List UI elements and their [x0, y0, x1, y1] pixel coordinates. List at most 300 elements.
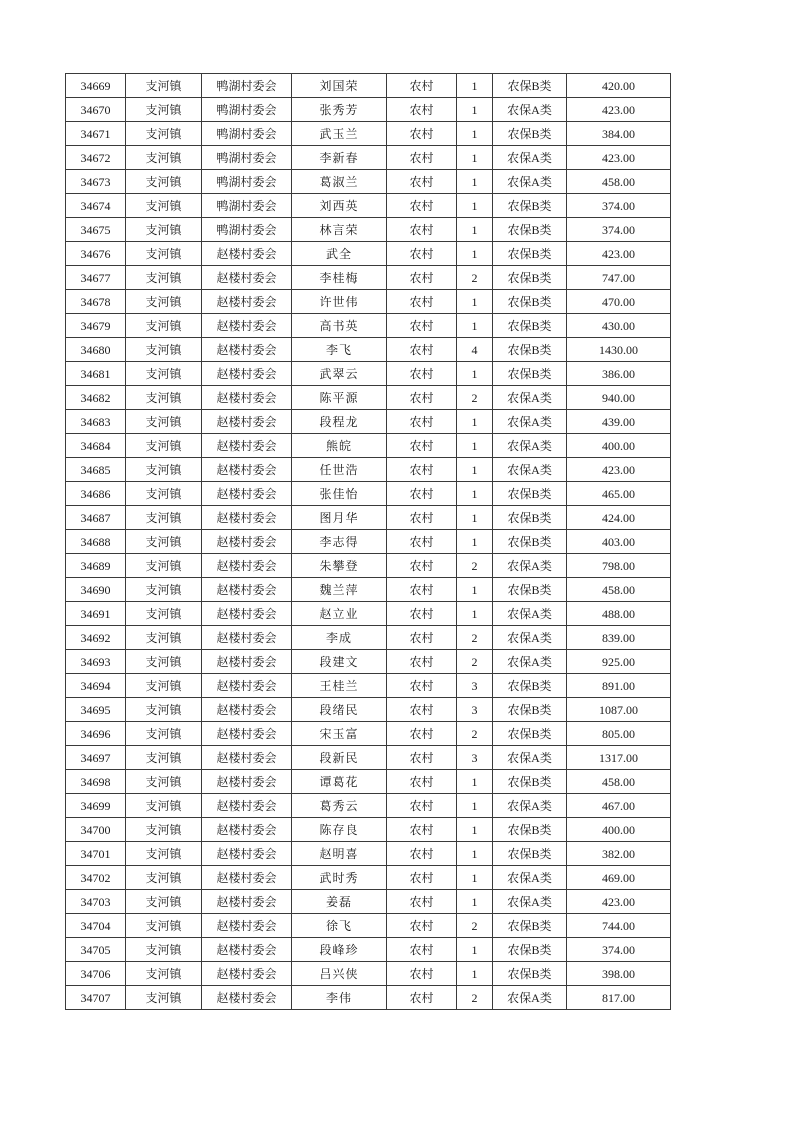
cell-count: 2 — [457, 650, 493, 674]
cell-record-id: 34681 — [66, 362, 126, 386]
cell-insurance-category: 农保B类 — [493, 218, 567, 242]
cell-amount: 403.00 — [567, 530, 671, 554]
cell-residence-type: 农村 — [387, 98, 457, 122]
cell-insurance-category: 农保B类 — [493, 962, 567, 986]
cell-amount: 374.00 — [567, 218, 671, 242]
cell-village-committee: 赵楼村委会 — [202, 266, 292, 290]
cell-residence-type: 农村 — [387, 938, 457, 962]
cell-village-committee: 赵楼村委会 — [202, 530, 292, 554]
cell-residence-type: 农村 — [387, 650, 457, 674]
cell-count: 2 — [457, 986, 493, 1010]
cell-town: 支河镇 — [126, 794, 202, 818]
cell-village-committee: 鸭湖村委会 — [202, 218, 292, 242]
cell-village-committee: 赵楼村委会 — [202, 722, 292, 746]
cell-record-id: 34686 — [66, 482, 126, 506]
cell-residence-type: 农村 — [387, 266, 457, 290]
cell-village-committee: 赵楼村委会 — [202, 794, 292, 818]
cell-town: 支河镇 — [126, 362, 202, 386]
cell-record-id: 34679 — [66, 314, 126, 338]
cell-amount: 747.00 — [567, 266, 671, 290]
cell-town: 支河镇 — [126, 242, 202, 266]
cell-town: 支河镇 — [126, 962, 202, 986]
cell-town: 支河镇 — [126, 146, 202, 170]
cell-village-committee: 赵楼村委会 — [202, 602, 292, 626]
cell-amount: 374.00 — [567, 194, 671, 218]
cell-town: 支河镇 — [126, 938, 202, 962]
cell-person-name: 魏兰萍 — [292, 578, 387, 602]
cell-person-name: 陈存良 — [292, 818, 387, 842]
table-row — [66, 986, 671, 1010]
cell-town: 支河镇 — [126, 506, 202, 530]
cell-insurance-category: 农保B类 — [493, 482, 567, 506]
cell-town: 支河镇 — [126, 650, 202, 674]
cell-town: 支河镇 — [126, 458, 202, 482]
cell-amount: 458.00 — [567, 170, 671, 194]
cell-residence-type: 农村 — [387, 386, 457, 410]
cell-count: 1 — [457, 506, 493, 530]
cell-amount: 469.00 — [567, 866, 671, 890]
cell-residence-type: 农村 — [387, 194, 457, 218]
cell-town: 支河镇 — [126, 674, 202, 698]
cell-village-committee: 赵楼村委会 — [202, 410, 292, 434]
cell-count: 1 — [457, 842, 493, 866]
cell-residence-type: 农村 — [387, 890, 457, 914]
cell-count: 2 — [457, 914, 493, 938]
cell-person-name: 武玉兰 — [292, 122, 387, 146]
cell-amount: 420.00 — [567, 74, 671, 98]
cell-person-name: 段新民 — [292, 746, 387, 770]
table-row — [66, 386, 671, 410]
table-row — [66, 698, 671, 722]
cell-count: 1 — [457, 410, 493, 434]
cell-amount: 470.00 — [567, 290, 671, 314]
cell-record-id: 34682 — [66, 386, 126, 410]
cell-amount: 398.00 — [567, 962, 671, 986]
cell-person-name: 张佳怡 — [292, 482, 387, 506]
cell-record-id: 34692 — [66, 626, 126, 650]
table-row — [66, 674, 671, 698]
cell-record-id: 34695 — [66, 698, 126, 722]
cell-town: 支河镇 — [126, 314, 202, 338]
cell-residence-type: 农村 — [387, 362, 457, 386]
cell-residence-type: 农村 — [387, 722, 457, 746]
cell-insurance-category: 农保A类 — [493, 554, 567, 578]
cell-count: 2 — [457, 554, 493, 578]
cell-count: 1 — [457, 578, 493, 602]
cell-town: 支河镇 — [126, 914, 202, 938]
cell-town: 支河镇 — [126, 530, 202, 554]
records-table-body — [66, 74, 671, 1010]
cell-village-committee: 赵楼村委会 — [202, 962, 292, 986]
cell-record-id: 34689 — [66, 554, 126, 578]
cell-town: 支河镇 — [126, 338, 202, 362]
cell-amount: 798.00 — [567, 554, 671, 578]
cell-town: 支河镇 — [126, 122, 202, 146]
cell-residence-type: 农村 — [387, 986, 457, 1010]
cell-residence-type: 农村 — [387, 218, 457, 242]
table-row — [66, 170, 671, 194]
cell-person-name: 刘国荣 — [292, 74, 387, 98]
cell-village-committee: 鸭湖村委会 — [202, 98, 292, 122]
cell-residence-type: 农村 — [387, 146, 457, 170]
cell-insurance-category: 农保A类 — [493, 626, 567, 650]
table-row — [66, 194, 671, 218]
cell-record-id: 34700 — [66, 818, 126, 842]
cell-count: 1 — [457, 146, 493, 170]
cell-amount: 744.00 — [567, 914, 671, 938]
cell-town: 支河镇 — [126, 986, 202, 1010]
cell-count: 1 — [457, 242, 493, 266]
cell-record-id: 34687 — [66, 506, 126, 530]
cell-residence-type: 农村 — [387, 794, 457, 818]
cell-amount: 423.00 — [567, 242, 671, 266]
cell-insurance-category: 农保B类 — [493, 578, 567, 602]
table-row — [66, 146, 671, 170]
cell-residence-type: 农村 — [387, 434, 457, 458]
table-row — [66, 290, 671, 314]
cell-village-committee: 赵楼村委会 — [202, 650, 292, 674]
cell-person-name: 李伟 — [292, 986, 387, 1010]
cell-count: 3 — [457, 674, 493, 698]
cell-count: 1 — [457, 362, 493, 386]
cell-amount: 467.00 — [567, 794, 671, 818]
cell-count: 1 — [457, 770, 493, 794]
table-row — [66, 914, 671, 938]
cell-amount: 1087.00 — [567, 698, 671, 722]
cell-count: 1 — [457, 434, 493, 458]
cell-count: 3 — [457, 746, 493, 770]
cell-insurance-category: 农保A类 — [493, 746, 567, 770]
cell-town: 支河镇 — [126, 554, 202, 578]
cell-record-id: 34673 — [66, 170, 126, 194]
cell-village-committee: 赵楼村委会 — [202, 482, 292, 506]
cell-residence-type: 农村 — [387, 746, 457, 770]
table-row — [66, 458, 671, 482]
cell-amount: 1430.00 — [567, 338, 671, 362]
cell-village-committee: 鸭湖村委会 — [202, 74, 292, 98]
cell-village-committee: 赵楼村委会 — [202, 770, 292, 794]
cell-insurance-category: 农保B类 — [493, 674, 567, 698]
cell-person-name: 谭葛花 — [292, 770, 387, 794]
table-row — [66, 530, 671, 554]
cell-town: 支河镇 — [126, 842, 202, 866]
cell-amount: 423.00 — [567, 890, 671, 914]
cell-insurance-category: 农保B类 — [493, 194, 567, 218]
cell-record-id: 34680 — [66, 338, 126, 362]
table-row — [66, 314, 671, 338]
cell-record-id: 34669 — [66, 74, 126, 98]
cell-residence-type: 农村 — [387, 626, 457, 650]
cell-person-name: 高书英 — [292, 314, 387, 338]
cell-insurance-category: 农保B类 — [493, 938, 567, 962]
cell-person-name: 武翠云 — [292, 362, 387, 386]
cell-person-name: 葛淑兰 — [292, 170, 387, 194]
cell-town: 支河镇 — [126, 98, 202, 122]
cell-village-committee: 赵楼村委会 — [202, 746, 292, 770]
table-row — [66, 266, 671, 290]
cell-person-name: 吕兴侠 — [292, 962, 387, 986]
cell-residence-type: 农村 — [387, 314, 457, 338]
cell-person-name: 李成 — [292, 626, 387, 650]
table-row — [66, 818, 671, 842]
cell-insurance-category: 农保B类 — [493, 74, 567, 98]
cell-count: 1 — [457, 98, 493, 122]
cell-record-id: 34701 — [66, 842, 126, 866]
cell-person-name: 许世伟 — [292, 290, 387, 314]
cell-amount: 940.00 — [567, 386, 671, 410]
table-row — [66, 746, 671, 770]
cell-insurance-category: 农保A类 — [493, 170, 567, 194]
cell-amount: 891.00 — [567, 674, 671, 698]
cell-person-name: 段建文 — [292, 650, 387, 674]
cell-insurance-category: 农保B类 — [493, 362, 567, 386]
cell-residence-type: 农村 — [387, 410, 457, 434]
cell-amount: 430.00 — [567, 314, 671, 338]
cell-amount: 458.00 — [567, 770, 671, 794]
cell-insurance-category: 农保B类 — [493, 122, 567, 146]
cell-residence-type: 农村 — [387, 698, 457, 722]
table-row — [66, 866, 671, 890]
cell-village-committee: 赵楼村委会 — [202, 938, 292, 962]
cell-record-id: 34691 — [66, 602, 126, 626]
cell-insurance-category: 农保B类 — [493, 722, 567, 746]
cell-town: 支河镇 — [126, 818, 202, 842]
cell-record-id: 34697 — [66, 746, 126, 770]
cell-town: 支河镇 — [126, 482, 202, 506]
cell-village-committee: 赵楼村委会 — [202, 386, 292, 410]
table-row — [66, 554, 671, 578]
cell-village-committee: 赵楼村委会 — [202, 314, 292, 338]
table-row — [66, 74, 671, 98]
cell-insurance-category: 农保A类 — [493, 890, 567, 914]
cell-insurance-category: 农保A类 — [493, 410, 567, 434]
table-row — [66, 578, 671, 602]
cell-residence-type: 农村 — [387, 74, 457, 98]
cell-residence-type: 农村 — [387, 458, 457, 482]
cell-amount: 424.00 — [567, 506, 671, 530]
cell-count: 2 — [457, 722, 493, 746]
cell-record-id: 34684 — [66, 434, 126, 458]
cell-person-name: 熊皖 — [292, 434, 387, 458]
cell-residence-type: 农村 — [387, 122, 457, 146]
cell-residence-type: 农村 — [387, 506, 457, 530]
table-row — [66, 410, 671, 434]
table-row — [66, 242, 671, 266]
cell-town: 支河镇 — [126, 866, 202, 890]
table-row — [66, 650, 671, 674]
cell-village-committee: 鸭湖村委会 — [202, 194, 292, 218]
cell-insurance-category: 农保B类 — [493, 338, 567, 362]
cell-town: 支河镇 — [126, 410, 202, 434]
table-row — [66, 962, 671, 986]
cell-residence-type: 农村 — [387, 170, 457, 194]
cell-count: 1 — [457, 218, 493, 242]
cell-village-committee: 鸭湖村委会 — [202, 146, 292, 170]
cell-town: 支河镇 — [126, 602, 202, 626]
cell-residence-type: 农村 — [387, 530, 457, 554]
cell-village-committee: 赵楼村委会 — [202, 866, 292, 890]
cell-person-name: 李桂梅 — [292, 266, 387, 290]
cell-person-name: 陈平源 — [292, 386, 387, 410]
cell-amount: 839.00 — [567, 626, 671, 650]
cell-amount: 384.00 — [567, 122, 671, 146]
cell-record-id: 34707 — [66, 986, 126, 1010]
cell-insurance-category: 农保B类 — [493, 698, 567, 722]
cell-insurance-category: 农保B类 — [493, 506, 567, 530]
cell-amount: 400.00 — [567, 434, 671, 458]
cell-town: 支河镇 — [126, 74, 202, 98]
cell-insurance-category: 农保B类 — [493, 914, 567, 938]
cell-record-id: 34702 — [66, 866, 126, 890]
cell-village-committee: 赵楼村委会 — [202, 674, 292, 698]
cell-count: 2 — [457, 386, 493, 410]
cell-village-committee: 赵楼村委会 — [202, 506, 292, 530]
cell-village-committee: 赵楼村委会 — [202, 698, 292, 722]
cell-count: 1 — [457, 458, 493, 482]
cell-village-committee: 赵楼村委会 — [202, 914, 292, 938]
cell-amount: 423.00 — [567, 146, 671, 170]
cell-person-name: 刘西英 — [292, 194, 387, 218]
cell-record-id: 34685 — [66, 458, 126, 482]
cell-insurance-category: 农保A类 — [493, 458, 567, 482]
cell-insurance-category: 农保B类 — [493, 530, 567, 554]
cell-amount: 423.00 — [567, 458, 671, 482]
cell-town: 支河镇 — [126, 746, 202, 770]
cell-record-id: 34683 — [66, 410, 126, 434]
cell-record-id: 34670 — [66, 98, 126, 122]
cell-insurance-category: 农保A类 — [493, 602, 567, 626]
cell-amount: 805.00 — [567, 722, 671, 746]
cell-insurance-category: 农保B类 — [493, 842, 567, 866]
cell-town: 支河镇 — [126, 770, 202, 794]
cell-residence-type: 农村 — [387, 674, 457, 698]
cell-residence-type: 农村 — [387, 602, 457, 626]
cell-person-name: 武全 — [292, 242, 387, 266]
cell-insurance-category: 农保A类 — [493, 794, 567, 818]
cell-record-id: 34676 — [66, 242, 126, 266]
cell-record-id: 34699 — [66, 794, 126, 818]
table-row — [66, 890, 671, 914]
cell-count: 4 — [457, 338, 493, 362]
cell-count: 1 — [457, 890, 493, 914]
cell-town: 支河镇 — [126, 266, 202, 290]
cell-record-id: 34698 — [66, 770, 126, 794]
cell-village-committee: 赵楼村委会 — [202, 818, 292, 842]
cell-village-committee: 赵楼村委会 — [202, 434, 292, 458]
cell-insurance-category: 农保A类 — [493, 146, 567, 170]
cell-count: 1 — [457, 818, 493, 842]
cell-town: 支河镇 — [126, 626, 202, 650]
cell-insurance-category: 农保A类 — [493, 650, 567, 674]
cell-record-id: 34693 — [66, 650, 126, 674]
cell-amount: 817.00 — [567, 986, 671, 1010]
table-row — [66, 770, 671, 794]
cell-town: 支河镇 — [126, 386, 202, 410]
cell-village-committee: 赵楼村委会 — [202, 242, 292, 266]
cell-person-name: 张秀芳 — [292, 98, 387, 122]
cell-town: 支河镇 — [126, 434, 202, 458]
cell-person-name: 段程龙 — [292, 410, 387, 434]
table-row — [66, 338, 671, 362]
cell-amount: 386.00 — [567, 362, 671, 386]
cell-count: 2 — [457, 626, 493, 650]
table-row — [66, 602, 671, 626]
cell-village-committee: 赵楼村委会 — [202, 842, 292, 866]
cell-village-committee: 鸭湖村委会 — [202, 122, 292, 146]
cell-town: 支河镇 — [126, 218, 202, 242]
cell-village-committee: 赵楼村委会 — [202, 362, 292, 386]
table-row — [66, 122, 671, 146]
cell-record-id: 34675 — [66, 218, 126, 242]
cell-count: 1 — [457, 314, 493, 338]
cell-count: 1 — [457, 938, 493, 962]
cell-residence-type: 农村 — [387, 770, 457, 794]
table-row — [66, 842, 671, 866]
cell-residence-type: 农村 — [387, 578, 457, 602]
cell-residence-type: 农村 — [387, 962, 457, 986]
cell-record-id: 34694 — [66, 674, 126, 698]
cell-village-committee: 赵楼村委会 — [202, 986, 292, 1010]
cell-amount: 423.00 — [567, 98, 671, 122]
cell-record-id: 34706 — [66, 962, 126, 986]
cell-count: 2 — [457, 266, 493, 290]
cell-count: 1 — [457, 122, 493, 146]
cell-residence-type: 农村 — [387, 290, 457, 314]
cell-insurance-category: 农保A类 — [493, 986, 567, 1010]
table-row — [66, 938, 671, 962]
cell-insurance-category: 农保A类 — [493, 98, 567, 122]
cell-person-name: 李新春 — [292, 146, 387, 170]
cell-person-name: 赵立业 — [292, 602, 387, 626]
table-row — [66, 722, 671, 746]
cell-residence-type: 农村 — [387, 242, 457, 266]
cell-amount: 382.00 — [567, 842, 671, 866]
cell-person-name: 李飞 — [292, 338, 387, 362]
cell-town: 支河镇 — [126, 170, 202, 194]
cell-person-name: 任世浩 — [292, 458, 387, 482]
cell-residence-type: 农村 — [387, 842, 457, 866]
cell-village-committee: 赵楼村委会 — [202, 578, 292, 602]
cell-amount: 1317.00 — [567, 746, 671, 770]
cell-record-id: 34690 — [66, 578, 126, 602]
cell-amount: 465.00 — [567, 482, 671, 506]
cell-residence-type: 农村 — [387, 482, 457, 506]
cell-record-id: 34703 — [66, 890, 126, 914]
cell-record-id: 34696 — [66, 722, 126, 746]
cell-amount: 925.00 — [567, 650, 671, 674]
cell-record-id: 34688 — [66, 530, 126, 554]
cell-insurance-category: 农保A类 — [493, 866, 567, 890]
cell-insurance-category: 农保A类 — [493, 386, 567, 410]
cell-village-committee: 赵楼村委会 — [202, 890, 292, 914]
cell-count: 3 — [457, 698, 493, 722]
cell-record-id: 34704 — [66, 914, 126, 938]
cell-count: 1 — [457, 290, 493, 314]
cell-count: 1 — [457, 602, 493, 626]
cell-count: 1 — [457, 194, 493, 218]
cell-village-committee: 赵楼村委会 — [202, 458, 292, 482]
cell-person-name: 武时秀 — [292, 866, 387, 890]
cell-person-name: 葛秀云 — [292, 794, 387, 818]
table-row — [66, 434, 671, 458]
table-row — [66, 362, 671, 386]
cell-insurance-category: 农保B类 — [493, 314, 567, 338]
cell-insurance-category: 农保B类 — [493, 770, 567, 794]
cell-amount: 488.00 — [567, 602, 671, 626]
cell-residence-type: 农村 — [387, 554, 457, 578]
cell-village-committee: 赵楼村委会 — [202, 338, 292, 362]
cell-record-id: 34671 — [66, 122, 126, 146]
